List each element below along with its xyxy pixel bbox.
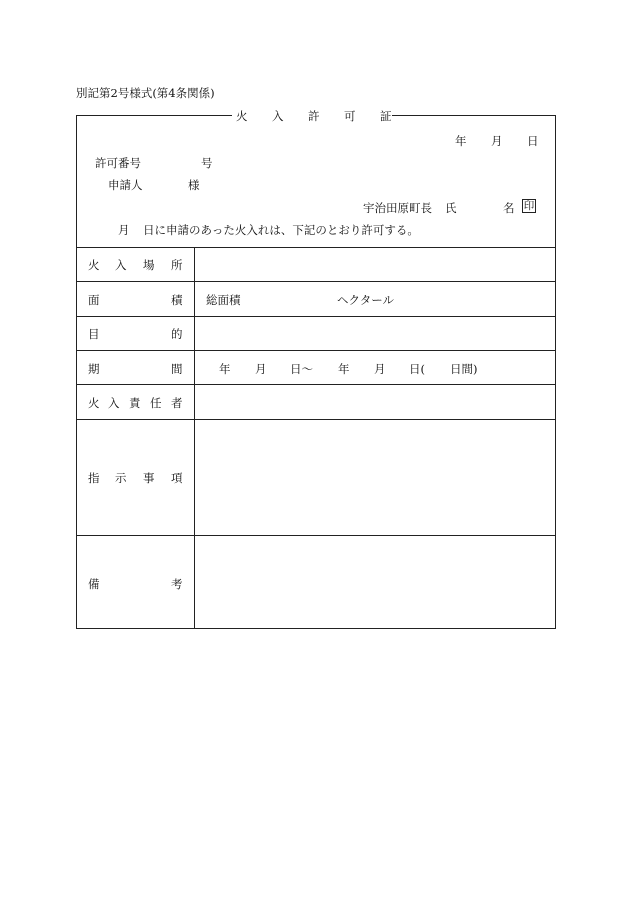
permit-number-suffix: 号 — [201, 156, 213, 170]
title-char: 火 — [236, 109, 248, 123]
period-part: 日〜 — [290, 362, 313, 376]
document-title — [236, 108, 248, 124]
table-top-line — [76, 247, 556, 248]
instructions-label-char: 項 — [171, 471, 183, 485]
row-divider — [76, 316, 556, 317]
location-label-char: 場 — [143, 258, 155, 272]
statement-text: 日に申請のあった火入れは、下記のとおり許可する。 — [143, 223, 419, 237]
title-char: 許 — [308, 109, 320, 123]
issuer-title: 宇治田原町長 — [363, 201, 432, 215]
instructions-label-char: 事 — [143, 471, 155, 485]
period-part: 年 — [219, 362, 231, 376]
location-label-char: 火 — [88, 258, 100, 272]
area-unit: ヘクタール — [337, 293, 395, 307]
period-part: 月 — [255, 362, 267, 376]
issuer-name-part: 名 — [503, 201, 515, 215]
purpose-label-char: 目 — [88, 327, 100, 341]
period-label-char: 期 — [88, 362, 100, 376]
period-part: 日間) — [450, 362, 478, 376]
person-label-char: 火 — [88, 396, 100, 410]
applicant-label: 申請人 — [108, 178, 143, 192]
area-label-char: 積 — [171, 293, 183, 307]
location-label-char: 入 — [115, 258, 127, 272]
title-char: 証 — [380, 109, 392, 123]
area-label-char: 面 — [88, 293, 100, 307]
statement-month: 月 — [118, 223, 130, 237]
title-char: 入 — [272, 109, 284, 123]
row-divider — [76, 350, 556, 351]
person-label-char: 任 — [150, 396, 162, 410]
instructions-label-char: 示 — [115, 471, 127, 485]
applicant-suffix: 様 — [188, 178, 200, 192]
purpose-label-char: 的 — [171, 327, 183, 341]
title-char: 可 — [344, 109, 356, 123]
period-label-char: 間 — [171, 362, 183, 376]
form-label: 別記第2号様式(第4条関係) — [76, 86, 215, 100]
period-part: 年 — [338, 362, 350, 376]
row-divider — [76, 535, 556, 536]
area-prefix: 総面積 — [206, 293, 241, 307]
period-part: 日( — [409, 362, 425, 376]
row-divider — [76, 281, 556, 282]
date-month: 月 — [491, 134, 503, 148]
remarks-label-char: 考 — [171, 577, 183, 591]
issuer-name-part: 氏 — [445, 201, 457, 215]
permit-frame — [76, 115, 556, 629]
row-divider — [76, 384, 556, 385]
date-year: 年 — [455, 134, 467, 148]
location-label-char: 所 — [171, 258, 183, 272]
date-day: 日 — [527, 134, 539, 148]
seal-mark: 印 — [523, 200, 535, 212]
person-label-char: 者 — [171, 396, 183, 410]
period-part: 月 — [374, 362, 386, 376]
instructions-label-char: 指 — [88, 471, 100, 485]
remarks-label-char: 備 — [88, 577, 100, 591]
permit-number-label: 許可番号 — [95, 156, 141, 170]
column-divider — [194, 247, 195, 629]
person-label-char: 責 — [129, 396, 141, 410]
row-divider — [76, 419, 556, 420]
person-label-char: 入 — [108, 396, 120, 410]
